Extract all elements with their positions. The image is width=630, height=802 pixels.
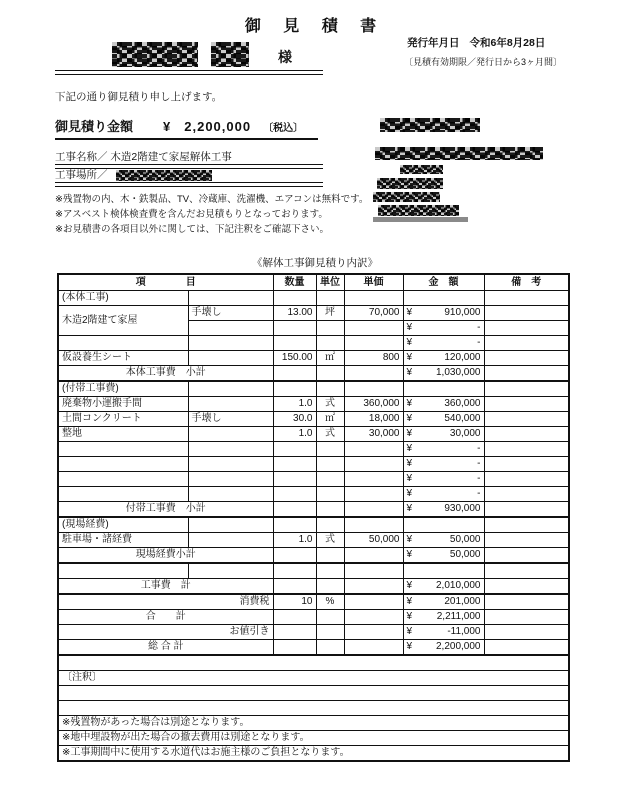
table-row [58,366,569,382]
amount-cell [403,610,484,625]
cell [188,321,273,336]
cell: ㎡ [316,412,344,427]
cell [484,563,569,579]
project-name-line [55,150,323,165]
amount-value: 30,000 [449,428,481,439]
redacted-company-block [373,118,548,226]
cell [273,366,316,382]
note-line: ※お見積書の各項目以外に関しては、下記注釈をご確認下さい。 [55,224,329,235]
cell [316,517,344,533]
cell [484,442,569,457]
cell [188,472,273,487]
yen-symbol: ¥ [406,458,413,469]
breakdown-table-title: 《解体工事御見積り内訳》 [252,257,378,269]
cell [188,397,273,412]
amount-cell [403,351,484,366]
amount-label: 御見積り金額 [55,119,134,134]
cell: 式 [316,397,344,412]
amount-cell [403,640,484,656]
quote-amount-line [55,116,318,140]
redacted-customer-name [211,42,249,67]
cell [344,487,403,502]
cell [273,321,316,336]
cell [58,686,569,701]
amount-value: 2,211,000 [436,611,481,622]
cell [58,472,188,487]
discount-label: お値引き [58,625,273,640]
yen-symbol: ¥ [406,641,413,652]
redacted-company-line [373,192,440,202]
cell: 360,000 [344,397,403,412]
cell [344,457,403,472]
table-row [58,381,569,397]
cell [316,442,344,457]
cell [484,397,569,412]
amount-cell [403,412,484,427]
section-label: (本体工事) [58,291,188,306]
cell [188,487,273,502]
yen-symbol: ¥ [406,337,413,348]
pre-table-notes [55,192,368,237]
project-name-value: 木造2階建て家屋解体工事 [110,151,232,163]
amount-value: - [477,322,481,333]
yen-symbol: ¥ [406,549,413,560]
cell [58,487,188,502]
cell [344,517,403,533]
table-row [58,625,569,640]
cell [344,502,403,518]
cell [344,594,403,610]
cell [403,563,484,579]
cell [484,351,569,366]
table-row [58,640,569,656]
redacted-project-address [116,170,212,181]
issue-date-label: 発行年月日 [407,37,460,49]
cell [344,291,403,306]
tax-label: 消費税 [58,594,273,610]
table-row [58,548,569,564]
breakdown-table [57,273,570,762]
footnote: ※工事期間中に使用する水道代はお施主様のご負担となります。 [58,746,569,762]
amount-cell [403,306,484,321]
cell [273,640,316,656]
cell [344,381,403,397]
item-method: 手壊し [188,412,273,427]
cell [273,457,316,472]
cell [188,533,273,548]
cell [316,457,344,472]
cell [484,548,569,564]
cell [316,625,344,640]
cell [316,502,344,518]
col-remarks: 備 考 [484,274,569,291]
table-row [58,746,569,762]
cell [273,625,316,640]
yen-symbol: ¥ [406,352,413,363]
cell: 13.00 [273,306,316,321]
cell [316,381,344,397]
document-title: 御 見 積 書 [244,18,386,35]
amount-cell [403,579,484,595]
table-row [58,594,569,610]
cell [484,412,569,427]
table-row [58,502,569,518]
yen-symbol: ¥ [406,580,413,591]
customer-honorific: 様 [278,49,292,65]
total-label: 合 計 [58,610,273,625]
col-amount: 金 額 [403,274,484,291]
table-row [58,610,569,625]
yen-symbol: ¥ [406,611,413,622]
table-row [58,701,569,716]
amount-cell [403,533,484,548]
redacted-customer-name [112,42,198,67]
yen-symbol: ¥ [406,534,413,545]
cell [484,594,569,610]
cell: 1.0 [273,427,316,442]
cell [188,336,273,351]
cell [188,442,273,457]
cell [58,336,188,351]
cell [188,517,273,533]
note-line: ※アスベスト検体検査費を含んだお見積もりとなっております。 [55,209,328,220]
table-row [58,716,569,731]
yen-symbol: ¥ [406,367,413,378]
col-unit-price: 単価 [344,274,403,291]
cell [403,291,484,306]
cell [316,610,344,625]
table-row [58,686,569,701]
amount-cell [403,457,484,472]
table-row [58,457,569,472]
footnote: ※地中埋設物が出た場合の撤去費用は別途となります。 [58,731,569,746]
yen-symbol: ¥ [406,443,413,454]
currency-symbol: ¥ [163,119,171,134]
cell [273,442,316,457]
amount-value: -11,000 [447,626,481,637]
cell [58,701,569,716]
item-name: 整地 [58,427,188,442]
yen-symbol: ¥ [406,488,413,499]
yen-symbol: ¥ [406,626,413,637]
amount-cell [403,472,484,487]
amount-value: - [477,473,481,484]
yen-symbol: ¥ [406,473,413,484]
amount-cell [403,442,484,457]
cell [273,487,316,502]
total-label: 工事費 計 [58,579,273,595]
breakdown-table-body [58,274,569,761]
table-row [58,397,569,412]
cell [484,472,569,487]
cell [273,502,316,518]
cell [484,321,569,336]
amount-value: 360,000 [444,398,481,409]
cell [273,291,316,306]
amount-value: 2,200,000 [184,119,252,134]
greeting-text: 下記の通り御見積り申し上げます。 [55,91,223,103]
cell [484,487,569,502]
cell: 800 [344,351,403,366]
cell [484,457,569,472]
yen-symbol: ¥ [406,322,413,333]
amount-cell [403,366,484,382]
cell [484,291,569,306]
cell [316,291,344,306]
cell [316,640,344,656]
table-row [58,533,569,548]
footnote: ※残置物があった場合は別途となります。 [58,716,569,731]
item-name: 土間コンクリート [58,412,188,427]
footnote-header: 〔注釈〕 [58,671,569,686]
amount-cell [403,487,484,502]
issue-date-line [407,35,545,50]
cell [344,579,403,595]
table-row [58,472,569,487]
redacted-company-line [380,118,480,132]
cell [188,427,273,442]
table-row [58,336,569,351]
cell [58,563,188,579]
item-name: 仮設養生シート [58,351,188,366]
company-underline-bar [373,217,468,222]
table-row [58,655,569,671]
cell [484,625,569,640]
cell [188,457,273,472]
redacted-company-line [400,165,443,174]
validity-note: 〔見積有効期限／発行日から3ヶ月間〕 [404,57,563,67]
cell [484,502,569,518]
cell [188,381,273,397]
cell [344,610,403,625]
yen-symbol: ¥ [406,398,413,409]
cell [484,381,569,397]
cell [403,517,484,533]
cell: 30,000 [344,427,403,442]
cell [316,336,344,351]
cell [58,457,188,472]
cell [273,336,316,351]
tax-included-note: 〔税込〕 [263,123,304,134]
cell [188,563,273,579]
cell [273,610,316,625]
cell: 坪 [316,306,344,321]
amount-cell [403,625,484,640]
cell [58,655,569,671]
cell [484,336,569,351]
cell [484,366,569,382]
cell [484,517,569,533]
cell: 式 [316,533,344,548]
table-row [58,274,569,291]
cell: 18,000 [344,412,403,427]
subtotal-label: 本体工事費 小計 [58,366,273,382]
cell [344,563,403,579]
col-item: 項 目 [58,274,273,291]
cell: ㎡ [316,351,344,366]
cell [316,548,344,564]
cell [484,579,569,595]
amount-value: 1,030,000 [436,367,481,378]
amount-value: - [477,337,481,348]
table-row [58,427,569,442]
project-place-line [55,168,323,183]
amount-value: - [477,443,481,454]
cell [484,427,569,442]
amount-value: 201,000 [444,596,481,607]
table-row [58,487,569,502]
item-name: 駐車場・諸経費 [58,533,188,548]
table-row [58,579,569,595]
table-row [58,563,569,579]
amount-cell [403,594,484,610]
cell [344,472,403,487]
col-qty: 数量 [273,274,316,291]
cell [273,381,316,397]
amount-cell [403,548,484,564]
cell: 1.0 [273,533,316,548]
cell: 150.00 [273,351,316,366]
yen-symbol: ¥ [406,413,413,424]
table-row [58,351,569,366]
cell [344,336,403,351]
cell: 50,000 [344,533,403,548]
cell [484,533,569,548]
cell [273,517,316,533]
cell [344,625,403,640]
table-row [58,671,569,686]
cell: % [316,594,344,610]
amount-value: 2,010,000 [436,580,481,591]
amount-cell [403,321,484,336]
amount-value: 540,000 [444,413,481,424]
cell [273,548,316,564]
col-unit: 単位 [316,274,344,291]
cell [316,321,344,336]
item-name: 廃棄物小運搬手間 [58,397,188,412]
item-method: 手壊し [188,306,273,321]
amount-value: 910,000 [444,307,481,318]
redacted-company-line [378,205,459,216]
cell [58,442,188,457]
table-row [58,412,569,427]
cell [484,306,569,321]
table-row [58,442,569,457]
note-line: ※残置物の内、木・鉄製品、TV、冷蔵庫、洗濯機、エアコンは無料です。 [55,194,369,205]
cell: 式 [316,427,344,442]
table-row [58,306,569,321]
cell [316,472,344,487]
amount-value: 2,200,000 [436,641,481,652]
item-name: 木造2階建て家屋 [58,306,188,336]
cell [344,321,403,336]
yen-symbol: ¥ [406,307,413,318]
amount-value: 50,000 [449,534,481,545]
amount-value: - [477,488,481,499]
issue-date-value: 令和6年8月28日 [469,37,546,49]
cell [403,381,484,397]
cell [316,563,344,579]
cell [273,579,316,595]
section-label: (付帯工事費) [58,381,188,397]
cell: 1.0 [273,397,316,412]
table-row [58,731,569,746]
amount-cell [403,336,484,351]
cell [344,640,403,656]
cell [316,366,344,382]
cell [484,640,569,656]
redacted-company-line [377,178,443,189]
subtotal-label: 現場経費小計 [58,548,273,564]
cell [188,351,273,366]
project-place-underline [55,182,323,187]
grand-total-label: 総 合 計 [58,640,273,656]
cell: 70,000 [344,306,403,321]
amount-cell [403,397,484,412]
cell [344,548,403,564]
cell [344,366,403,382]
cell [344,442,403,457]
yen-symbol: ¥ [406,428,413,439]
table-row [58,291,569,306]
amount-value: 930,000 [444,503,481,514]
customer-underline [55,70,323,75]
amount-value: 120,000 [444,352,481,363]
cell [316,487,344,502]
cell: 30.0 [273,412,316,427]
amount-value: - [477,458,481,469]
cell [188,291,273,306]
cell: 10 [273,594,316,610]
amount-value: 50,000 [449,549,481,560]
cell [273,472,316,487]
yen-symbol: ¥ [406,503,413,514]
redacted-company-line [375,147,543,160]
section-label: (現場経費) [58,517,188,533]
cell [316,579,344,595]
yen-symbol: ¥ [406,596,413,607]
project-place-label: 工事場所／ [55,169,108,181]
project-name-label: 工事名称／ [55,151,108,163]
amount-cell [403,502,484,518]
table-row [58,517,569,533]
amount-cell [403,427,484,442]
cell [484,610,569,625]
subtotal-label: 付帯工事費 小計 [58,502,273,518]
cell [273,563,316,579]
